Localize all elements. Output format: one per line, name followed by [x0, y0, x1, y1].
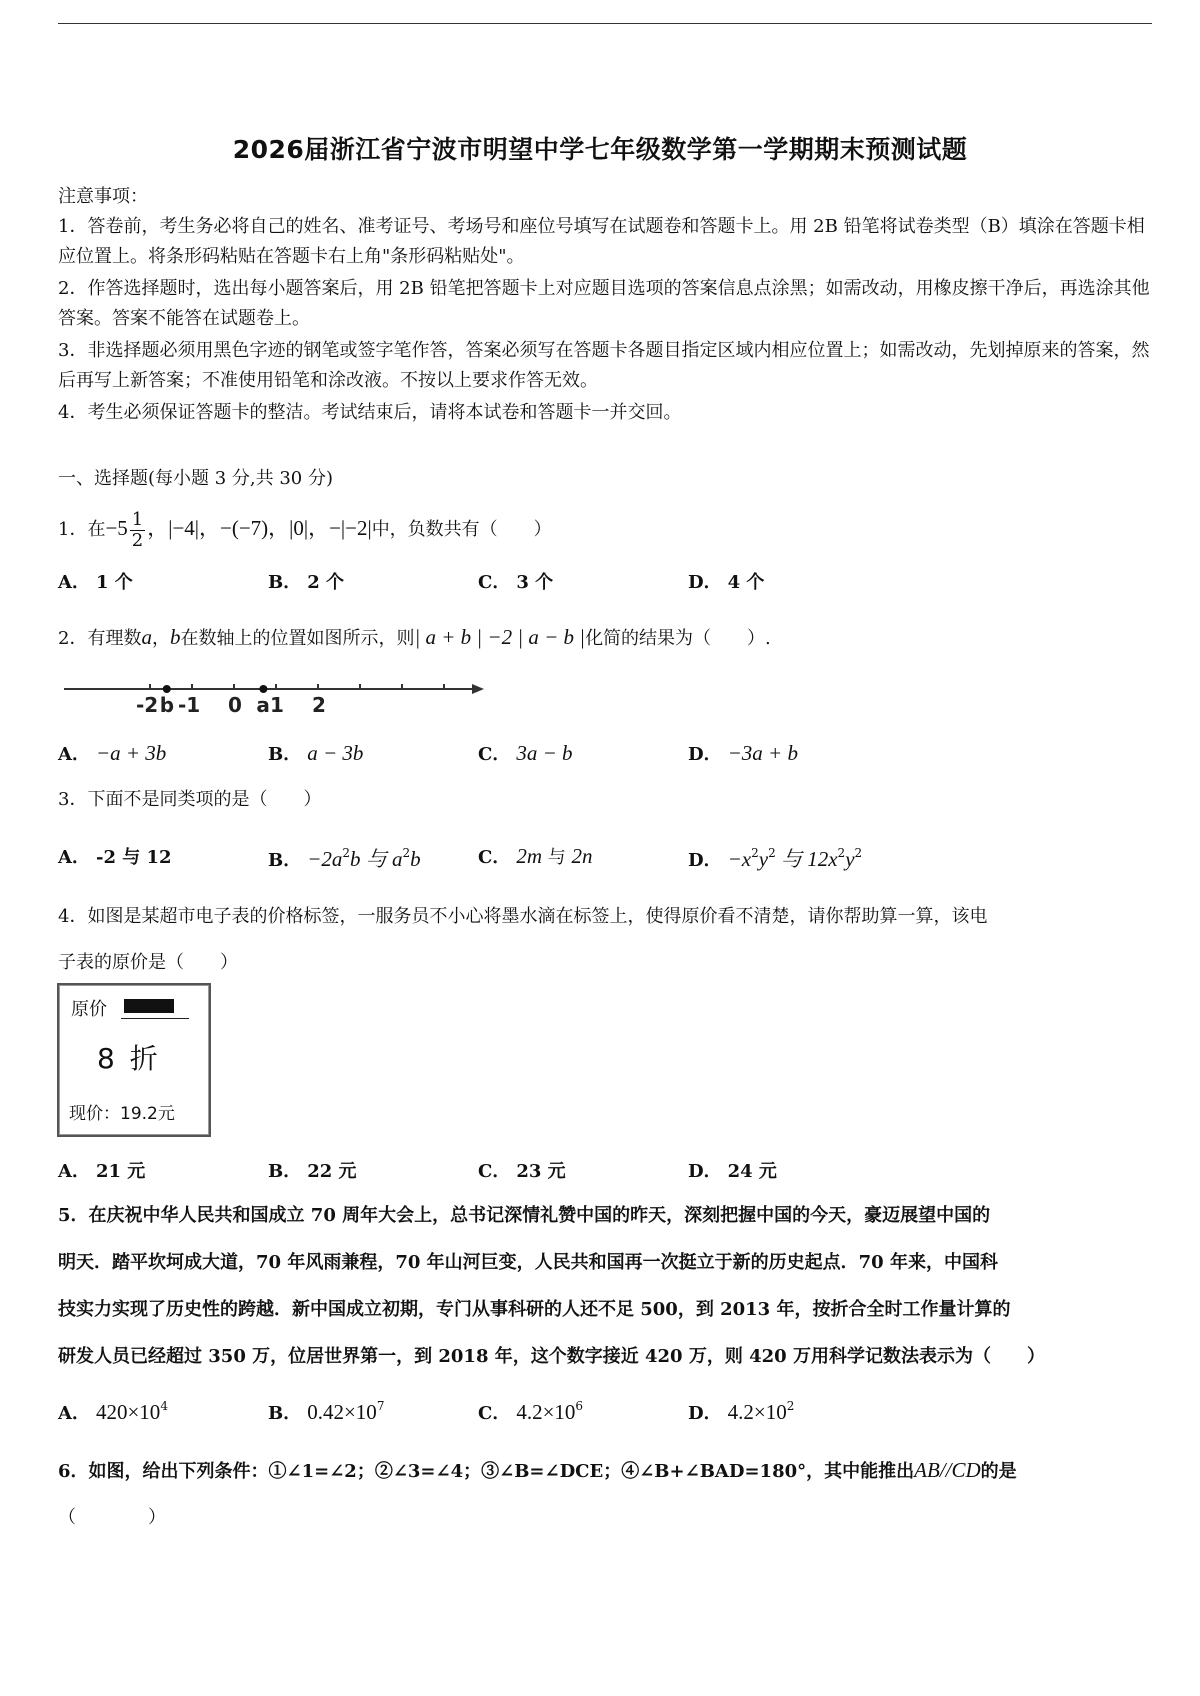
question-3: 3．下面不是同类项的是（ ） [58, 789, 322, 810]
question-5-line1: 5．在庆祝中华人民共和国成立 70 周年大会上，总书记深情礼赞中国的昨天，深刻把握中国的今天，豪迈展望中国的 [58, 1205, 991, 1226]
q2-option-d[interactable]: D． −3a + b [688, 741, 798, 765]
q1-option-a[interactable]: A． 1 个 [58, 572, 133, 593]
number-line-tick-label: -2 [136, 693, 159, 717]
q2-option-a[interactable]: A． −a + 3b [58, 741, 167, 765]
q1-list: ，|−4|，−(−7)，|0|，−|−2| [147, 516, 372, 540]
price-tag [57, 983, 211, 1137]
price-tag-discount: 8 折 [97, 1042, 161, 1075]
q2-var-b: b [169, 625, 181, 649]
ink-blot [124, 999, 174, 1013]
q5-option-a[interactable]: A． $420\times 10^4$ [58, 1399, 168, 1424]
price-blank-line [121, 1018, 189, 1019]
q4-option-b[interactable]: B． 22 元 [268, 1161, 357, 1182]
q2-option-c[interactable]: C． 3a − b [478, 741, 573, 765]
q1-frac-den: 2 [131, 529, 144, 551]
point-a [259, 685, 267, 693]
q1-prefix: 1．在 [58, 519, 106, 540]
q1-suffix: 中，负数共有（ ） [371, 519, 552, 540]
question-5-line4: 研发人员已经超过 350 万，位居世界第一，到 2018 年，这个数字接近 420 万，则 420 万用科学记数法表示为（ ） [58, 1346, 1045, 1367]
q5-option-b[interactable]: B． $0.42\times 10^7$ [268, 1399, 385, 1424]
q1-fraction [130, 510, 145, 551]
q4-option-c[interactable]: C． 23 元 [478, 1161, 566, 1182]
price-tag-current: 现价：19.2元 [69, 1104, 175, 1124]
number-line [60, 668, 490, 720]
number-line-arrow [472, 684, 484, 694]
point-a-label: a [256, 693, 270, 717]
question-6: 6．如图，给出下列条件：①∠1=∠2；②∠3=∠4；③∠B=∠DCE；④∠B+∠BAD=180°，其中能推出AB//CD的是 [58, 1458, 1017, 1482]
q1-frac-num: 1 [131, 508, 144, 530]
number-line-tick-label: -1 [178, 693, 201, 717]
number-line-tick-label: 0 [228, 693, 242, 717]
question-5-line3: 技实力实现了历史性的跨越．新中国成立初期，专门从事科研的人还不足 500，到 2013 年，按折合全时工作量计算的 [58, 1299, 1011, 1320]
q5-option-c[interactable]: C． $4.2\times 10^6$ [478, 1399, 584, 1424]
q1-mixed-int: −5 [105, 516, 128, 540]
question-6-blank: （ ） [58, 1507, 166, 1528]
page-title: 2026届浙江省宁波市明望中学七年级数学第一学期期末预测试题 [232, 135, 968, 164]
q1-option-c[interactable]: C． 3 个 [478, 572, 554, 593]
note-4: 4．考生必须保证答题卡的整洁。考试结束后，请将本试卷和答题卡一并交回。 [58, 402, 682, 423]
q2-expression: | a + b | −2 | a − b | [414, 625, 586, 649]
q4-option-a[interactable]: A． 21 元 [58, 1161, 146, 1182]
notes-heading: 注意事项： [58, 186, 148, 207]
note-3: 3．非选择题必须用黑色字迹的钢笔或签字笔作答，答案必须写在答题卡各题目指定区域内相应位置上；如需改动，先划掉原来的答案，然后再写上新答案；不准使用铅笔和涂改液。不按以上要求作答无效。 [58, 340, 1150, 391]
question-4-line1: 4．如图是某超市电子表的价格标签，一服务员不小心将墨水滴在标签上，使得原价看不清楚，请你帮助算一算，该电 [58, 906, 988, 927]
q3-option-a[interactable]: A． -2 与 12 [58, 847, 172, 868]
q6-parallel-expr: AB//CD [914, 1458, 981, 1482]
section-heading: 一、选择题(每小题 3 分,共 30 分) [58, 468, 334, 489]
note-1: 1．答卷前，考生务必将自己的姓名、准考证号、考场号和座位号填写在试题卷和答题卡上。用 2B 铅笔将试卷类型（B）填涂在答题卡相应位置上。将条形码粘贴在答题卡右上角"条形码粘贴处"。 [58, 216, 1145, 267]
question-1 [58, 505, 1152, 553]
q3-option-b[interactable]: B． $-2a^2b$ 与 $a^2b$ [268, 846, 421, 871]
header-rule [58, 23, 1152, 24]
point-b [163, 685, 171, 693]
question-5-line2: 明天．踏平坎坷成大道，70 年风雨兼程，70 年山河巨变，人民共和国再一次挺立于新的历史起点．70 年来，中国科 [58, 1252, 998, 1273]
q2-var-a: a [141, 625, 152, 649]
q1-option-d[interactable]: D． 4 个 [688, 572, 765, 593]
question-4-line2: 子表的原价是（ ） [58, 952, 238, 973]
question-2: 2．有理数a，b在数轴上的位置如图所示，则| a + b | −2 | a − b |化简的结果为（ ）. [58, 625, 771, 649]
point-b-label: b [159, 693, 175, 717]
q4-option-d[interactable]: D． 24 元 [688, 1161, 777, 1182]
q1-option-b[interactable]: B． 2 个 [268, 572, 345, 593]
note-2: 2．作答选择题时，选出每小题答案后，用 2B 铅笔把答题卡上对应题目选项的答案信息点涂黑；如需改动，用橡皮擦干净后，再选涂其他答案。答案不能答在试题卷上。 [58, 278, 1150, 329]
q2-option-b[interactable]: B． a − 3b [268, 741, 364, 765]
q5-option-d[interactable]: D． $4.2\times 10^2$ [688, 1399, 795, 1424]
q3-option-d[interactable]: D． $-x^2y^2$ 与 $12x^2y^2$ [688, 846, 863, 871]
price-tag-original-label: 原价 [71, 999, 107, 1020]
number-line-tick-label: 1 [270, 693, 284, 717]
q3-option-c[interactable]: C． 2m 与 2n [478, 844, 593, 868]
number-line-tick-label: 2 [312, 693, 326, 717]
